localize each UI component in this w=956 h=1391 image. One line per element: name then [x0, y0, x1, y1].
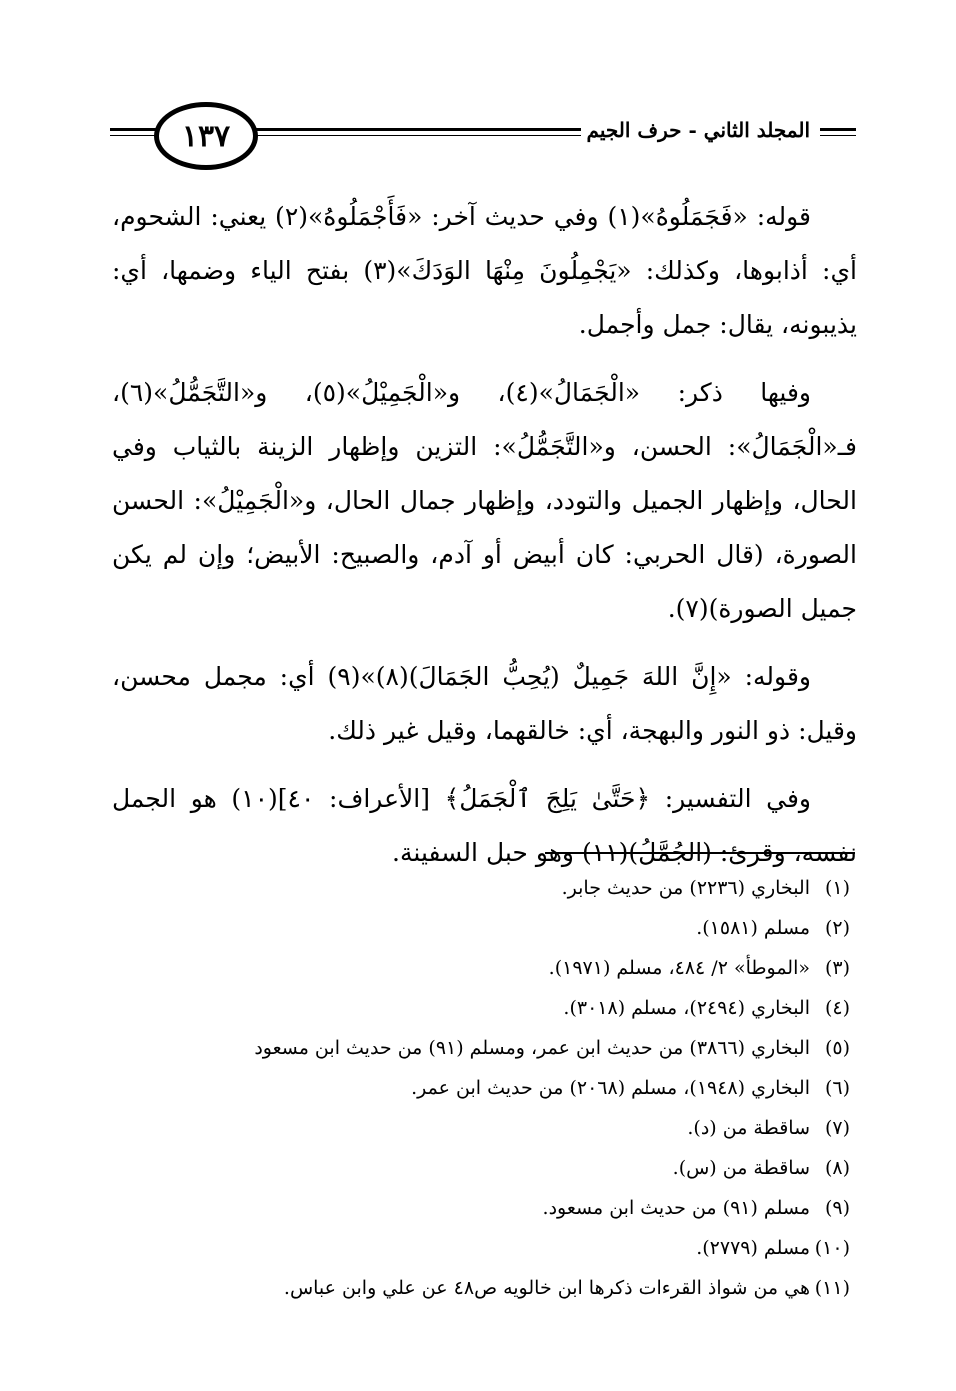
running-head: المجلد الثاني - حرف الجيم: [581, 118, 816, 142]
footnote-number: (٢): [824, 917, 850, 939]
footnote-text: مسلم (٢٧٧٩).: [696, 1237, 810, 1259]
paragraph: وفي التفسير: ﴿حَتَّىٰ يَلِجَ ٱلْجَمَلُ﴾ [الأعراف: ٤٠](١٠) هو الجمل نفسه، وقرئ: (الجُمَّلُ)(١١) وهو حبل السفينة.: [112, 784, 857, 867]
footnote-number: (١٠): [814, 1237, 850, 1259]
footnote: [110, 868, 850, 908]
header-rule-end: [820, 128, 856, 136]
paragraph: قوله: «فَجَمَلُوهُ»(١) وفي حديث آخر: «فَأَجْمَلُوهُ»(٢) يعني: الشحوم، أي: أذابوها، وكذلك: «يَجْمِلُونَ مِنْهَا الوَدَكَ»(٣) بفتح الياء وضمها، أي: يذيبونه، يقال: جمل وأجمل.: [112, 202, 857, 339]
footnote-number: (٨): [824, 1157, 850, 1179]
footnote: [110, 1068, 850, 1108]
footnote: [110, 948, 850, 988]
footnote: [110, 1028, 850, 1068]
footnote-text: هي من شواذ القرءات ذكرها ابن خالويه ص٤٨ عن علي وابن عباس.: [283, 1277, 810, 1299]
footnote: [110, 1188, 850, 1228]
footnote-text: مسلم (٩١) من حديث ابن مسعود.: [542, 1197, 810, 1219]
page-number: ١٣٧: [154, 102, 258, 170]
footnote-text: «الموطأ» ٢/ ٤٨٤، مسلم (١٩٧١).: [548, 957, 810, 979]
footnote-text: البخاري (١٩٤٨)، مسلم (٢٠٦٨) من حديث ابن عمر.: [411, 1077, 810, 1099]
main-text: [112, 190, 857, 894]
footnote-text: ساقطة من (د).: [687, 1117, 810, 1139]
footnote-number: (٩): [824, 1197, 850, 1219]
footnote-number: (٣): [824, 957, 850, 979]
footnote-text: مسلم (١٥٨١).: [696, 917, 810, 939]
footnote-text: البخاري (٢٢٣٦) من حديث جابر.: [561, 877, 810, 899]
footnote-number: (١١): [814, 1277, 850, 1299]
footnote: [110, 1148, 850, 1188]
footnote-text: ساقطة من (س).: [672, 1157, 810, 1179]
footnote-number: (٧): [824, 1117, 850, 1139]
footnote-text: البخاري (٢٤٩٤)، مسلم (٣٠١٨).: [563, 997, 810, 1019]
footnote: [110, 1108, 850, 1148]
footnote-text: البخاري (٣٨٦٦) من حديث ابن عمر، ومسلم (٩١) من حديث ابن مسعود: [254, 1037, 810, 1059]
paragraph: وفيها ذكر: «الْجَمَالُ»(٤)، و«الْجَمِيْلُ»(٥)، و«التَّجَمُّلُ»(٦)، فـ«الْجَمَالُ»: الحسن، و«التَّجَمُّلُ»: التزين وإظهار الزينة بالثياب وفي الحال، وإظهار الجميل والتودد، وإظهار جمال الحال، و«الْجَمِيْلُ»: الحسن الصورة، (قال الحربي: كان أبيض أو آدم، والصبيح: الأبيض؛ وإن لم يكن جميل الصورة)(٧).: [112, 378, 857, 623]
footnote: [110, 1268, 850, 1308]
footnote: [110, 1228, 850, 1268]
paragraph: وقوله: «إِنَّ اللهَ جَمِيلٌ (يُحِبُّ الجَمَالَ)(٨)»(٩) أي: مجمل محسن، وقيل: ذو النور والبهجة، أي: خالقهما، وقيل غير ذلك.: [112, 662, 857, 745]
footnote-number: (١): [824, 877, 850, 899]
footnotes: [110, 868, 850, 1308]
footnote: [110, 988, 850, 1028]
footnote-number: (٤): [824, 997, 850, 1019]
footnote-number: (٦): [824, 1077, 850, 1099]
footnote-separator: [545, 852, 855, 854]
footnote-number: (٥): [824, 1037, 850, 1059]
page-header: [110, 92, 856, 172]
footnote: [110, 908, 850, 948]
